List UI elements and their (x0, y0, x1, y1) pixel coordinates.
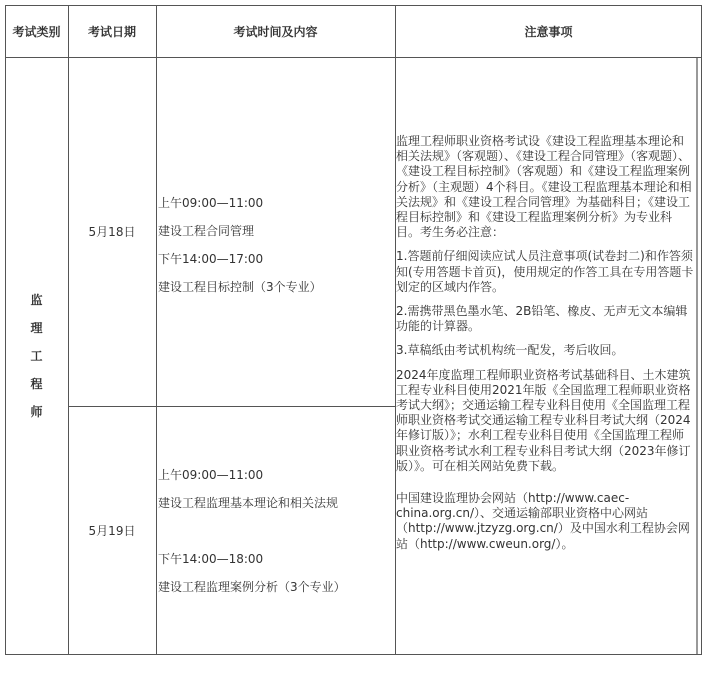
header-category: 考试类别 (12, 24, 61, 39)
category-char: 监 (30, 293, 43, 307)
notes-websites: 中国建设监理协会网站（http://www.caec-china.org.cn/）、交通运输部职业资格中心网站（http://www.jtzyzg.org.cn/）及中国水利工程协会网站（http://www.cweun.org/）。 (396, 491, 690, 551)
column-divider (156, 5, 157, 655)
header-divider (5, 57, 702, 58)
notes-item-3: 3.草稿纸由考试机构统一配发，考后收回。 (396, 343, 624, 358)
notes-intro: 监理工程师职业资格考试设《建设工程监理基本理论和相关法规》（客观题）、《建设工程合同管理》（客观题）、《建设工程目标控制》（客观题）和《建设工程监理案例分析》（主观题）4个科目。《建设工程监理基本理论和相关法规》和《建设工程合同管理》为基础科目；《建设工程目标控制》和《建设工程监理案例分析》为专业科目。考生务必注意： (396, 134, 692, 240)
session-subject: 建设工程监理案例分析（3个专业） (158, 580, 346, 594)
header-notes: 注意事项 (524, 24, 573, 39)
column-divider (68, 5, 69, 655)
row-divider (68, 406, 395, 407)
session-subject: 建设工程合同管理 (158, 224, 255, 238)
category-char: 理 (30, 321, 43, 335)
sessions-day1 (158, 189, 394, 301)
session-subject: 建设工程监理基本理论和相关法规 (158, 496, 339, 510)
header-content: 考试时间及内容 (233, 24, 318, 39)
header-date: 考试日期 (87, 24, 136, 39)
session-subject: 建设工程目标控制（3个专业） (158, 280, 322, 294)
category-char: 工 (30, 349, 43, 363)
session-time: 下午14:00—18:00 (158, 552, 264, 566)
date-day2: 5月19日 (88, 524, 136, 538)
notes-syllabus: 2024年度监理工程师职业资格考试基础科目、土木建筑工程专业科目使用2021年版《全国监理工程师职业资格考试大纲》；交通运输工程专业科目使用《全国监理工程师职业资格考试交通运输工程专业科目考试大纲（2024年修订版）》；水利工程专业科目使用《全国监理工程师职业资格考试水利工程专业科目考试大纲（2023年修订版）》。可在相关网站免费下载。 (396, 367, 691, 473)
category-cell (5, 58, 68, 654)
date-day1: 5月18日 (88, 225, 136, 239)
notes-item-1: 1.答题前仔细阅读应试人员注意事项(试卷封二)和作答须知(专用答题卡首页)，使用规定的作答工具在专用答题卡划定的区域内作答。 (396, 249, 694, 294)
notes-cell (396, 134, 694, 552)
session-time: 下午14:00—17:00 (158, 252, 264, 266)
right-edge-line (696, 58, 698, 654)
session-time: 上午09:00—11:00 (158, 196, 264, 210)
session-time: 上午09:00—11:00 (158, 468, 264, 482)
category-char: 程 (30, 377, 43, 391)
notes-item-2: 2.需携带黑色墨水笔、2B铅笔、橡皮、无声无文本编辑功能的计算器。 (396, 304, 688, 334)
sessions-day2 (158, 461, 394, 601)
category-char: 师 (30, 405, 43, 419)
